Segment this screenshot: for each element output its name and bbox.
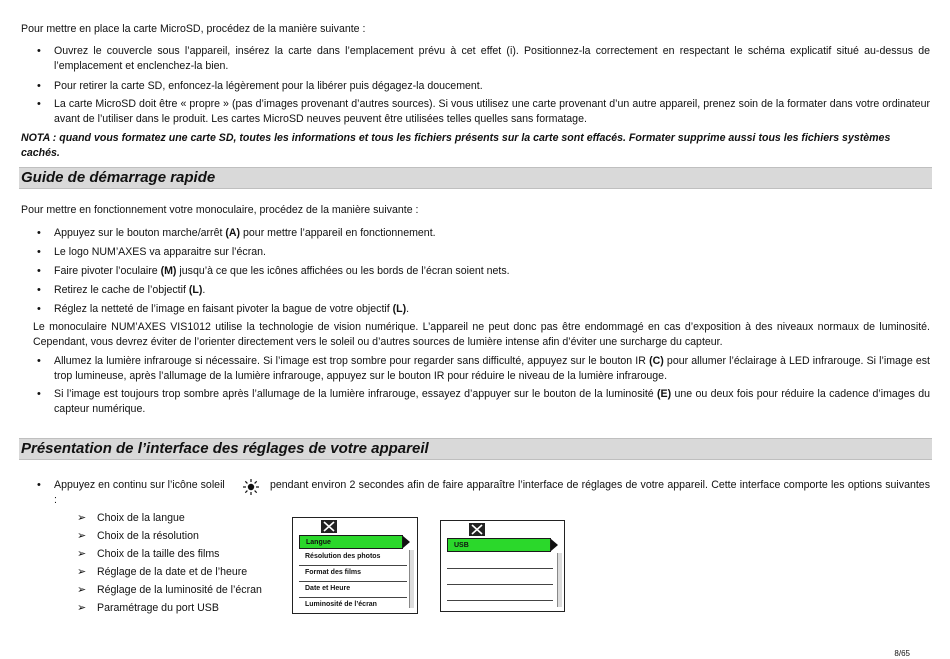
arrow-bullet-icon: ➢ bbox=[77, 548, 87, 560]
menu-item-luminosite: Luminosité de l’écran bbox=[305, 601, 377, 608]
list-item bbox=[37, 478, 930, 510]
bullet-icon: • bbox=[37, 246, 41, 258]
tools-icon bbox=[469, 523, 485, 536]
page-number: 8/65 bbox=[894, 649, 910, 658]
bullet-icon: • bbox=[37, 227, 41, 239]
settings-menu-screen-1 bbox=[292, 517, 418, 614]
menu-item-langue: Langue bbox=[299, 535, 403, 549]
bullet-icon: • bbox=[37, 479, 41, 491]
list-item bbox=[37, 44, 930, 76]
settings-bullet-start: Appuyez en continu sur l’icône soleil bbox=[54, 479, 225, 491]
menu-item-date: Date et Heure bbox=[305, 585, 351, 592]
option-film-size: Choix de la taille des films bbox=[97, 548, 220, 560]
start-bullet-1: Appuyez sur le bouton marche/arrêt (A) pour mettre l’appareil en fonctionnement. bbox=[54, 227, 436, 239]
sd-bullet-3: La carte MicroSD doit être « propre » (pas d’images provenant d’autres sources). Si vous utilisez une carte provenant d’un autre appareil, prenez soin de la formater dans votre ordinateur avant de l’utiliser dans le produit. Les cartes MicroSD neuves peuvent être utilisées telles quelles sans formatage. bbox=[54, 98, 930, 126]
menu-item-format: Format des films bbox=[305, 569, 362, 576]
intro-start: Pour mettre en fonctionnement votre monoculaire, procédez de la manière suivante : bbox=[21, 204, 419, 216]
tools-icon bbox=[321, 520, 337, 533]
option-date-time: Réglage de la date et de l’heure bbox=[97, 566, 248, 578]
option-brightness: Réglage de la luminosité de l’écran bbox=[97, 584, 262, 596]
settings-bullet-rest: pendant environ 2 secondes afin de faire apparaître l’interface de réglages de votre appareil. Cette interface comporte les options suivantes : bbox=[54, 479, 930, 507]
bullet-icon: • bbox=[37, 98, 41, 110]
bullet-icon: • bbox=[37, 80, 41, 92]
selection-arrow-icon bbox=[403, 536, 410, 548]
arrow-bullet-icon: ➢ bbox=[77, 566, 87, 578]
start-bullet-3: Faire pivoter l’oculaire (M) jusqu’à ce que les icônes affichées ou les bords de l’écran soient nets. bbox=[54, 265, 510, 277]
scrollbar bbox=[409, 550, 414, 608]
nota-note: NOTA : quand vous formatez une carte SD, toutes les informations et tous les fichiers présents sur la carte sont effacés. Formater supprime aussi tous les fichiers systèmes cachés. bbox=[21, 132, 891, 160]
option-usb: Paramétrage du port USB bbox=[97, 602, 219, 614]
ir-bullet-1: Allumez la lumière infrarouge si nécessaire. Si l’image est trop sombre pour regarder sans difficulté, appuyez sur le bouton IR (C) pour allumer l’éclairage à LED infrarouge. Si l’image est trop lumineuse, après l’allumage de la lumière infrarouge, appuyez sur le bouton IR pour réduire le niveau de la lumière infrarouge. bbox=[54, 355, 930, 383]
scrollbar bbox=[557, 553, 562, 607]
bullet-icon: • bbox=[37, 45, 41, 57]
menu-divider bbox=[447, 584, 553, 585]
arrow-bullet-icon: ➢ bbox=[77, 584, 87, 596]
monoculaire-paragraph: Le monoculaire NUM’AXES VIS1012 utilise la technologie de vision numérique. L’appareil ne peut donc pas être endommagé en cas d’exposition à des niveaux normaux de luminosité. Cependant, vous devrez éviter de l’orienter directement vers le soleil ou d’autres sources de lumière intense afin d’éviter une surcharge du capteur. bbox=[33, 321, 930, 349]
heading-text: Présentation de l’interface des réglages de votre appareil bbox=[21, 440, 429, 457]
intro-sd: Pour mettre en place la carte MicroSD, procédez de la manière suivante : bbox=[21, 23, 366, 35]
menu-item-usb: USB bbox=[447, 538, 551, 552]
option-language: Choix de la langue bbox=[97, 512, 185, 524]
menu-divider bbox=[447, 600, 553, 601]
selection-arrow-icon bbox=[551, 539, 558, 551]
start-bullet-4: Retirez le cache de l’objectif (L). bbox=[54, 284, 206, 296]
option-resolution: Choix de la résolution bbox=[97, 530, 199, 542]
menu-item-resolution: Résolution des photos bbox=[305, 553, 381, 560]
bullet-icon: • bbox=[37, 303, 41, 315]
section-heading-2 bbox=[19, 438, 932, 460]
sd-bullet-1: Ouvrez le couvercle sous l’appareil, insérez la carte dans l’emplacement prévu à cet effet (i). Positionnez-la correctement en respectant le schéma explicatif situé au-dessus de l’emplacement et enclenchez-la bien. bbox=[54, 45, 930, 73]
bullet-icon: • bbox=[37, 265, 41, 277]
arrow-bullet-icon: ➢ bbox=[77, 512, 87, 524]
bullet-icon: • bbox=[37, 355, 41, 367]
bullet-icon: • bbox=[37, 284, 41, 296]
start-bullet-5: Réglez la netteté de l’image en faisant pivoter la bague de votre objectif (L). bbox=[54, 303, 410, 315]
heading-text: Guide de démarrage rapide bbox=[21, 169, 216, 186]
sd-bullet-2: Pour retirer la carte SD, enfoncez-la légèrement pour la libérer puis dégagez-la doucement. bbox=[54, 80, 483, 92]
arrow-bullet-icon: ➢ bbox=[77, 602, 87, 614]
settings-menu-screen-2 bbox=[440, 520, 565, 612]
start-bullet-2: Le logo NUM’AXES va apparaitre sur l’écran. bbox=[54, 246, 266, 258]
arrow-bullet-icon: ➢ bbox=[77, 530, 87, 542]
section-heading-1 bbox=[19, 167, 932, 189]
menu-divider bbox=[447, 568, 553, 569]
ir-bullet-2: Si l’image est toujours trop sombre après l’allumage de la lumière infrarouge, essayez d’appuyer sur le bouton de la luminosité (E) une ou deux fois pour réduire la cadence d’images du capteur numérique. bbox=[54, 388, 930, 416]
bullet-icon: • bbox=[37, 388, 41, 400]
